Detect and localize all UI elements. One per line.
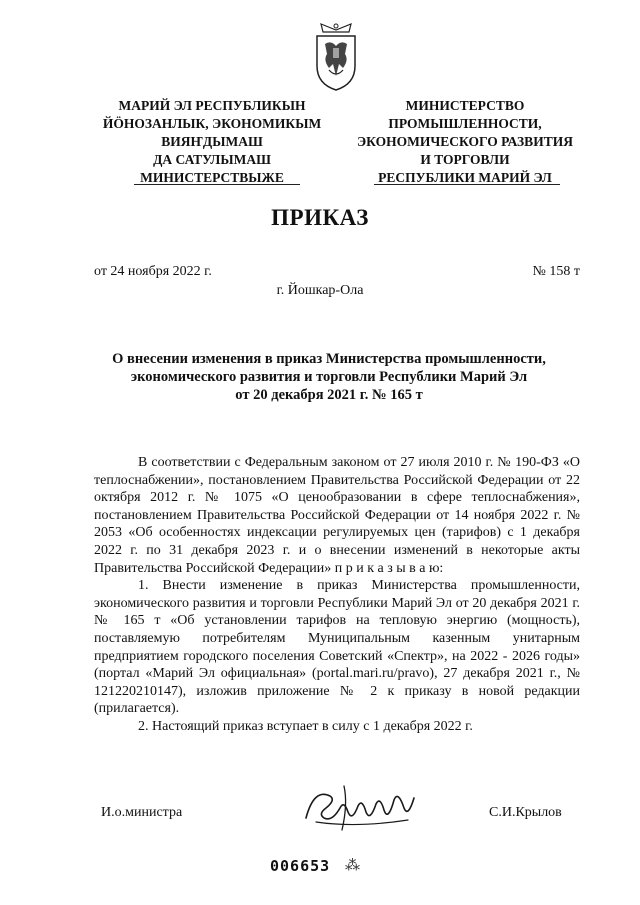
header-left-block bbox=[92, 97, 332, 187]
document-body bbox=[94, 454, 580, 736]
coat-of-arms-emblem bbox=[309, 20, 363, 94]
signatory-name: С.И.Крылов bbox=[489, 805, 562, 820]
body-paragraph-preamble: В соответствии с Федеральным законом от 27 июля 2010 г. № 190-ФЗ «О теплоснабжении», постановлением Правительства Российской Федерации от 22 октября 2012 г. № 1075 «О ценообразовании в сфере теплоснабжения», постановлением Правительства Российской Федерации от 14 ноября 2022 г. № 2053 «Об особенностях индексации регулируемых цен (тарифов) с 1 декабря 2022 г. по 31 декабря 2023 г. и о внесении изменений в некоторые акты Правительства Российской Федерации» п р и к а з ы в а ю: bbox=[94, 455, 580, 576]
header-left-line: ДА САТУЛЫМАШ bbox=[153, 152, 271, 167]
document-number: № 158 т bbox=[532, 264, 580, 279]
asterisk-mark-icon: ⁂ bbox=[345, 858, 360, 874]
header-right-line: ЭКОНОМИЧЕСКОГО РАЗВИТИЯ bbox=[357, 134, 573, 149]
handwritten-signature bbox=[296, 778, 426, 834]
header-left-line: МАРИЙ ЭЛ РЕСПУБЛИКЫН bbox=[118, 98, 306, 113]
body-paragraph-item-1: 1. Внести изменение в приказ Министерства промышленности, экономического развития и торговли Республики Марий Эл от 20 декабря 2021 г. № 165 т «Об установлении тарифов на тепловую энергию (мощность), поставляемую потребителям Муниципальным казенным унитарным предприятием городского поселения Советский «Спектр», на 2022 - 2026 годы» (портал «Марий Эл официальная» (portal.mari.ru/pravo), 27 декабря 2021 г., № 121220210147), изложив приложение № 2 к приказу в новой редакции (прилагается). bbox=[94, 578, 580, 717]
header-left-line: ВИЯҤДЫМАШ bbox=[161, 134, 263, 149]
document-subject bbox=[92, 350, 566, 404]
signatory-role: И.о.министра bbox=[101, 805, 183, 820]
header-right-line: РЕСПУБЛИКИ МАРИЙ ЭЛ bbox=[378, 170, 552, 185]
document-date: от 24 ноября 2022 г. bbox=[94, 264, 212, 279]
header-right-line: ПРОМЫШЛЕННОСТИ, bbox=[388, 116, 542, 131]
header-left-line: МИНИСТЕРСТВЫЖЕ bbox=[140, 170, 284, 185]
document-title: ПРИКАЗ bbox=[271, 205, 369, 230]
document-city: г. Йошкар-Ола bbox=[276, 283, 364, 298]
header-right-rule bbox=[374, 184, 560, 185]
subject-line: О внесении изменения в приказ Министерства промышленности, bbox=[112, 351, 546, 367]
header-right-line: МИНИСТЕРСТВО bbox=[405, 98, 525, 113]
header-left-rule bbox=[134, 184, 300, 185]
subject-line: экономического развития и торговли Республики Марий Эл bbox=[130, 369, 528, 385]
header-left-line: ЙӦНОЗАНЛЫК, ЭКОНОМИКЫМ bbox=[102, 116, 322, 131]
body-paragraph-item-2: 2. Настоящий приказ вступает в силу с 1 декабря 2022 г. bbox=[138, 718, 473, 734]
header-right-line: И ТОРГОВЛИ bbox=[420, 152, 510, 167]
document-serial-number: 006653 bbox=[270, 857, 331, 875]
header-right-block bbox=[340, 97, 590, 187]
subject-line: от 20 декабря 2021 г. № 165 т bbox=[235, 387, 423, 403]
